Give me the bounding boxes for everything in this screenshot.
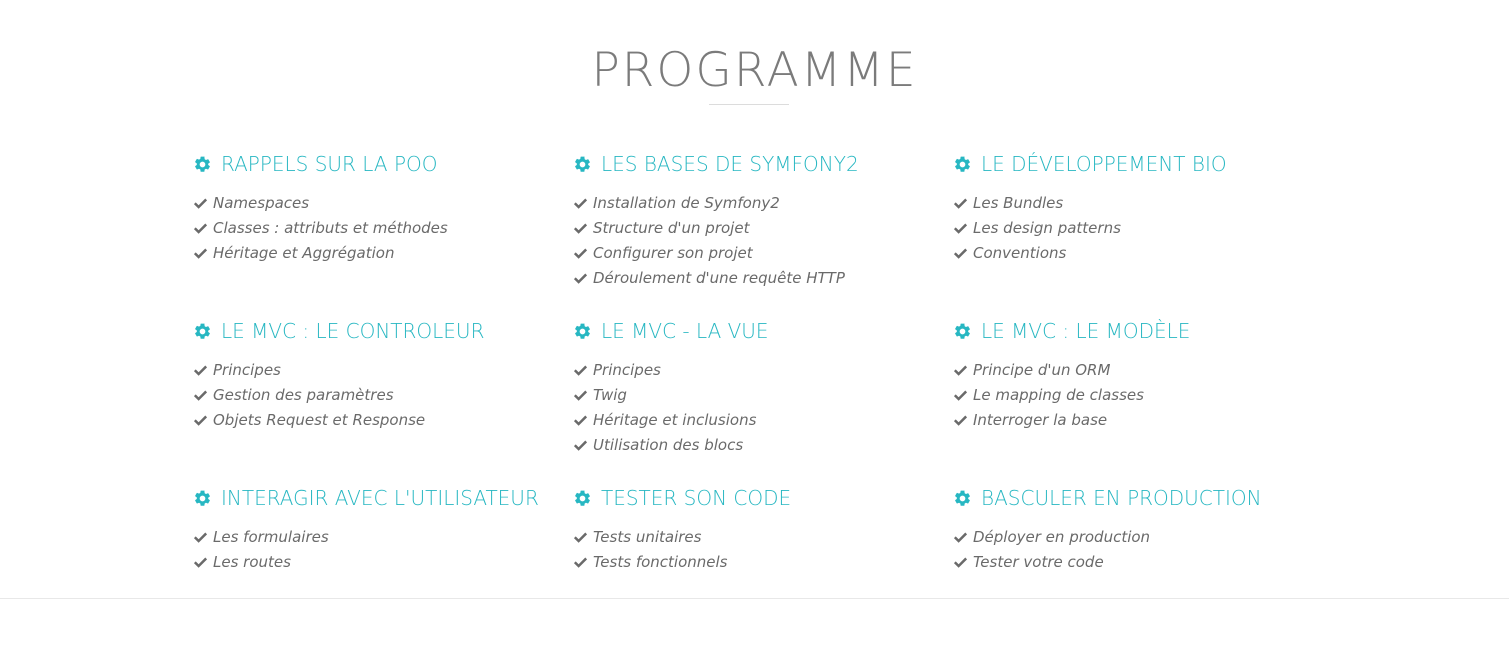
module-card bbox=[953, 484, 1333, 651]
topic-item bbox=[953, 524, 1333, 549]
section-title: PROGRAMME bbox=[591, 43, 918, 98]
module-title-label: LE MVC - LA VUE bbox=[601, 319, 769, 343]
module-title-label: TESTER SON CODE bbox=[601, 486, 792, 510]
check-icon bbox=[953, 413, 968, 426]
check-icon bbox=[573, 413, 588, 426]
check-icon bbox=[573, 221, 588, 234]
check-icon bbox=[953, 221, 968, 234]
module-title bbox=[193, 484, 573, 512]
topic-item bbox=[573, 190, 953, 215]
topic-label: Les Bundles bbox=[973, 193, 1064, 212]
topic-item bbox=[953, 357, 1333, 382]
topic-item bbox=[573, 382, 953, 407]
module-row bbox=[193, 317, 1333, 484]
topic-list bbox=[953, 357, 1333, 432]
gear-icon bbox=[953, 155, 972, 174]
topic-item bbox=[573, 357, 953, 382]
gear-icon bbox=[953, 322, 972, 341]
module-card bbox=[573, 484, 953, 651]
topic-label: Objets Request et Response bbox=[213, 410, 426, 429]
topic-label: Héritage et Aggrégation bbox=[213, 243, 395, 262]
topic-item bbox=[953, 382, 1333, 407]
gear-icon bbox=[193, 322, 212, 341]
topic-label: Héritage et inclusions bbox=[593, 410, 757, 429]
topic-item bbox=[953, 407, 1333, 432]
topic-label: Les formulaires bbox=[213, 527, 329, 546]
module-card bbox=[573, 150, 953, 317]
topic-label: Conventions bbox=[973, 243, 1067, 262]
module-row bbox=[193, 150, 1333, 317]
module-title bbox=[953, 484, 1333, 512]
check-icon bbox=[953, 530, 968, 543]
topic-list bbox=[193, 524, 573, 574]
topic-label: Principes bbox=[593, 360, 661, 379]
topic-list bbox=[193, 357, 573, 432]
program-grid bbox=[193, 150, 1333, 651]
topic-label: Configurer son projet bbox=[593, 243, 753, 262]
check-icon bbox=[573, 438, 588, 451]
topic-list bbox=[953, 190, 1333, 265]
module-title-label: LE MVC : LE CONTROLEUR bbox=[221, 319, 485, 343]
topic-item bbox=[193, 382, 573, 407]
check-icon bbox=[953, 246, 968, 259]
module-title bbox=[573, 484, 953, 512]
topic-label: Principe d'un ORM bbox=[973, 360, 1111, 379]
module-title bbox=[573, 317, 953, 345]
module-title bbox=[573, 150, 953, 178]
topic-item bbox=[193, 407, 573, 432]
topic-list bbox=[193, 190, 573, 265]
topic-item bbox=[193, 549, 573, 574]
module-title bbox=[193, 317, 573, 345]
topic-label: Gestion des paramètres bbox=[213, 385, 394, 404]
check-icon bbox=[953, 196, 968, 209]
topic-label: Utilisation des blocs bbox=[593, 435, 744, 454]
check-icon bbox=[193, 363, 208, 376]
topic-item bbox=[953, 240, 1333, 265]
gear-icon bbox=[573, 155, 592, 174]
check-icon bbox=[193, 246, 208, 259]
gear-icon bbox=[573, 489, 592, 508]
module-title-label: RAPPELS SUR LA POO bbox=[221, 152, 438, 176]
check-icon bbox=[953, 388, 968, 401]
module-card bbox=[193, 317, 573, 484]
section-divider bbox=[0, 598, 1509, 599]
topic-label: Tests fonctionnels bbox=[593, 552, 728, 571]
topic-item bbox=[573, 407, 953, 432]
topic-label: Structure d'un projet bbox=[593, 218, 750, 237]
gear-icon bbox=[193, 489, 212, 508]
check-icon bbox=[193, 221, 208, 234]
topic-label: Principes bbox=[213, 360, 281, 379]
module-card bbox=[193, 150, 573, 317]
topic-item bbox=[953, 215, 1333, 240]
check-icon bbox=[953, 555, 968, 568]
module-title bbox=[193, 150, 573, 178]
module-title-label: LE MVC : LE MODÈLE bbox=[981, 319, 1191, 343]
module-card bbox=[953, 150, 1333, 317]
topic-list bbox=[573, 190, 953, 290]
topic-label: Tests unitaires bbox=[593, 527, 702, 546]
check-icon bbox=[573, 363, 588, 376]
topic-list bbox=[573, 524, 953, 574]
topic-item bbox=[573, 215, 953, 240]
topic-item bbox=[953, 190, 1333, 215]
topic-item bbox=[573, 240, 953, 265]
check-icon bbox=[573, 388, 588, 401]
topic-label: Twig bbox=[593, 385, 627, 404]
topic-label: Interroger la base bbox=[973, 410, 1108, 429]
topic-item bbox=[573, 265, 953, 290]
module-card bbox=[193, 484, 573, 651]
check-icon bbox=[193, 196, 208, 209]
topic-item bbox=[573, 549, 953, 574]
module-title-label: BASCULER EN PRODUCTION bbox=[981, 486, 1262, 510]
topic-item bbox=[193, 190, 573, 215]
check-icon bbox=[193, 388, 208, 401]
check-icon bbox=[193, 530, 208, 543]
module-title bbox=[953, 150, 1333, 178]
module-card bbox=[953, 317, 1333, 484]
module-title-label: LES BASES DE SYMFONY2 bbox=[601, 152, 859, 176]
topic-label: Déployer en production bbox=[973, 527, 1151, 546]
check-icon bbox=[573, 271, 588, 284]
topic-label: Classes : attributs et méthodes bbox=[213, 218, 448, 237]
topic-item bbox=[193, 524, 573, 549]
topic-label: Le mapping de classes bbox=[973, 385, 1144, 404]
module-row bbox=[193, 484, 1333, 651]
check-icon bbox=[573, 246, 588, 259]
module-title-label: INTERAGIR AVEC L'UTILISATEUR bbox=[221, 486, 539, 510]
topic-item bbox=[193, 240, 573, 265]
gear-icon bbox=[573, 322, 592, 341]
topic-label: Les routes bbox=[213, 552, 291, 571]
topic-label: Tester votre code bbox=[973, 552, 1104, 571]
module-title-label: LE DÉVELOPPEMENT BIO bbox=[981, 152, 1227, 176]
check-icon bbox=[573, 530, 588, 543]
topic-item bbox=[953, 549, 1333, 574]
topic-label: Les design patterns bbox=[973, 218, 1121, 237]
topic-item bbox=[573, 432, 953, 457]
topic-label: Namespaces bbox=[213, 193, 310, 212]
topic-list bbox=[573, 357, 953, 457]
title-underline bbox=[709, 104, 789, 105]
topic-item bbox=[193, 215, 573, 240]
module-title bbox=[953, 317, 1333, 345]
module-card bbox=[573, 317, 953, 484]
topic-item bbox=[573, 524, 953, 549]
gear-icon bbox=[193, 155, 212, 174]
check-icon bbox=[573, 555, 588, 568]
check-icon bbox=[573, 196, 588, 209]
gear-icon bbox=[953, 489, 972, 508]
topic-label: Installation de Symfony2 bbox=[593, 193, 780, 212]
check-icon bbox=[953, 363, 968, 376]
topic-item bbox=[193, 357, 573, 382]
check-icon bbox=[193, 555, 208, 568]
topic-label: Déroulement d'une requête HTTP bbox=[593, 268, 845, 287]
topic-list bbox=[953, 524, 1333, 574]
check-icon bbox=[193, 413, 208, 426]
